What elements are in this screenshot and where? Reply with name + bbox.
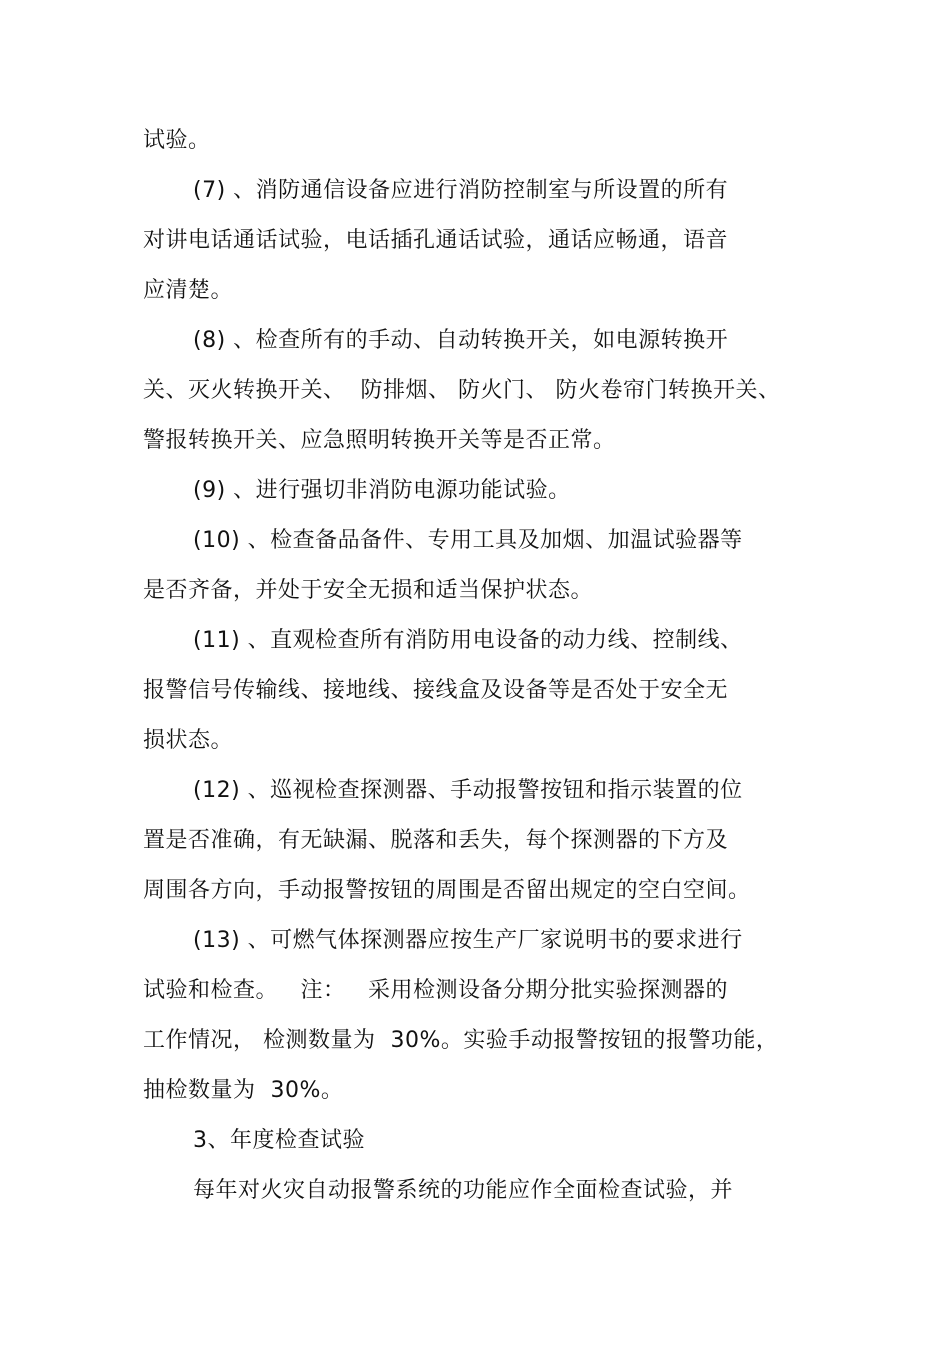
text-line: 试验。 bbox=[143, 128, 211, 153]
text-line: 是否齐备，并处于安全无损和适当保护状态。 bbox=[143, 578, 594, 603]
text-line: (7) 、消防通信设备应进行消防控制室与所设置的所有 bbox=[193, 178, 729, 203]
text-line: 警报转换开关、应急照明转换开关等是否正常。 bbox=[143, 428, 616, 453]
section-heading: 3、年度检查试验 bbox=[193, 1128, 365, 1153]
text-line: 抽检数量为 30%。 bbox=[143, 1078, 344, 1103]
text-line: 报警信号传输线、接地线、接线盒及设备等是否处于安全无 bbox=[143, 678, 729, 703]
text-line: 工作情况， 检测数量为 30%。实验手动报警按钮的报警功能， bbox=[143, 1028, 779, 1053]
text-line: 周围各方向，手动报警按钮的周围是否留出规定的空白空间。 bbox=[143, 878, 751, 903]
text-line: 试验和检查。 注： 采用检测设备分期分批实验探测器的 bbox=[143, 978, 728, 1003]
text-line: (10) 、检查备品备件、专用工具及加烟、加温试验器等 bbox=[193, 528, 743, 553]
text-line: (9) 、进行强切非消防电源功能试验。 bbox=[193, 478, 571, 503]
text-line: 损状态。 bbox=[143, 728, 234, 753]
text-line: 置是否准确，有无缺漏、脱落和丢失，每个探测器的下方及 bbox=[143, 828, 729, 853]
text-line: (12) 、巡视检查探测器、手动报警按钮和指示装置的位 bbox=[193, 778, 743, 803]
text-line: (13) 、可燃气体探测器应按生产厂家说明书的要求进行 bbox=[193, 928, 743, 953]
text-line: 关、灭火转换开关、 防排烟、 防火门、 防火卷帘门转换开关、 bbox=[143, 378, 781, 403]
text-line: (11) 、直观检查所有消防用电设备的动力线、控制线、 bbox=[193, 628, 743, 653]
text-line: 每年对火灾自动报警系统的功能应作全面检查试验，并 bbox=[193, 1178, 734, 1203]
text-line: 应清楚。 bbox=[143, 278, 234, 303]
text-line: 对讲电话通话试验，电话插孔通话试验，通话应畅通，语音 bbox=[143, 228, 729, 253]
text-line: (8) 、检查所有的手动、自动转换开关，如电源转换开 bbox=[193, 328, 729, 353]
